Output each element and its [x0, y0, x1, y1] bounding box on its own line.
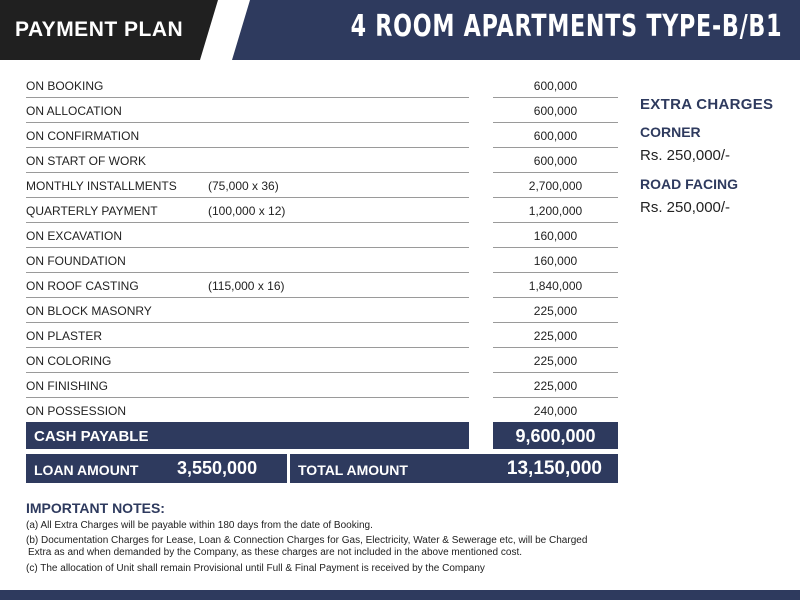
amount-divider — [493, 172, 618, 173]
corner-label: CORNER — [640, 124, 701, 140]
amount-divider — [493, 297, 618, 298]
row-divider — [26, 247, 469, 248]
footer-bar — [0, 590, 800, 600]
extra-charges-heading: EXTRA CHARGES — [640, 96, 774, 113]
row-label: ON CONFIRMATION — [26, 129, 140, 143]
loan-amount-label: LOAN AMOUNT — [34, 462, 139, 478]
amount-divider — [493, 272, 618, 273]
row-amount: 600,000 — [533, 129, 578, 143]
note-b-line2: Extra as and when demanded by the Company, as these charges are not included in the above mentioned cost. — [28, 547, 523, 558]
cash-payable-label: CASH PAYABLE — [34, 428, 149, 445]
row-detail: (100,000 x 12) — [208, 204, 286, 218]
row-amount: 225,000 — [533, 329, 578, 343]
row-divider — [26, 97, 469, 98]
row-divider — [26, 197, 469, 198]
road-facing-price: Rs. 250,000/- — [640, 199, 731, 216]
amount-divider — [493, 372, 618, 373]
row-label: ON EXCAVATION — [26, 229, 123, 243]
row-label: ON START OF WORK — [26, 154, 147, 168]
row-amount: 600,000 — [533, 154, 578, 168]
amount-divider — [493, 222, 618, 223]
loan-amount-bar — [26, 454, 287, 483]
amount-divider — [493, 122, 618, 123]
row-divider — [26, 147, 469, 148]
row-label: ON ALLOCATION — [26, 104, 122, 118]
apartment-type-title: 4 ROOM APARTMENTS TYPE-B/B1 — [350, 9, 782, 44]
row-divider — [26, 297, 469, 298]
row-divider — [26, 397, 469, 398]
row-label: ON POSSESSION — [26, 404, 127, 418]
loan-amount-value: 3,550,000 — [177, 458, 258, 478]
row-divider — [26, 172, 469, 173]
amount-divider — [493, 97, 618, 98]
row-label: ON ROOF CASTING — [26, 279, 139, 293]
row-label: QUARTERLY PAYMENT — [26, 204, 158, 218]
row-amount: 1,200,000 — [528, 204, 583, 218]
cash-payable-bar — [26, 422, 469, 449]
row-label: ON FOUNDATION — [26, 254, 126, 268]
amount-divider — [493, 147, 618, 148]
cash-payable-value-box — [493, 422, 618, 449]
row-divider — [26, 347, 469, 348]
important-notes-heading: IMPORTANT NOTES: — [26, 500, 165, 516]
row-amount: 225,000 — [533, 304, 578, 318]
row-detail: (75,000 x 36) — [208, 179, 279, 193]
amount-divider — [493, 197, 618, 198]
note-c: (c) The allocation of Unit shall remain Provisional until Full & Final Payment is received by the Company — [26, 563, 485, 574]
amount-divider — [493, 247, 618, 248]
amount-divider — [493, 322, 618, 323]
cash-payable-value: 9,600,000 — [515, 426, 596, 446]
corner-price: Rs. 250,000/- — [640, 147, 731, 164]
row-divider — [26, 322, 469, 323]
header-banner — [0, 0, 800, 60]
row-label: ON PLASTER — [26, 329, 103, 343]
note-b-line1: (b) Documentation Charges for Lease, Loan & Connection Charges for Gas, Electricity, Water & Sewerage etc, will be Charged — [26, 535, 588, 546]
road-facing-label: ROAD FACING — [640, 176, 738, 192]
total-amount-bar — [290, 454, 618, 483]
row-label: ON BLOCK MASONRY — [26, 304, 152, 318]
amount-divider — [493, 347, 618, 348]
row-amount: 160,000 — [533, 229, 578, 243]
extra-charges-panel — [640, 96, 774, 216]
payment-plan-title: PAYMENT PLAN — [15, 18, 184, 41]
row-divider — [26, 222, 469, 223]
row-amount: 240,000 — [533, 404, 578, 418]
row-label: MONTHLY INSTALLMENTS — [26, 179, 177, 193]
row-amount: 160,000 — [533, 254, 578, 268]
row-detail: (115,000 x 16) — [208, 279, 285, 293]
row-amount: 600,000 — [533, 79, 578, 93]
row-amount: 1,840,000 — [528, 279, 583, 293]
row-divider — [26, 272, 469, 273]
row-divider — [26, 372, 469, 373]
row-amount: 225,000 — [533, 379, 578, 393]
row-label: ON FINISHING — [26, 379, 109, 393]
row-amount: 600,000 — [533, 104, 578, 118]
row-label: ON BOOKING — [26, 79, 104, 93]
row-amount: 2,700,000 — [528, 179, 583, 193]
row-divider — [26, 122, 469, 123]
row-amount: 225,000 — [533, 354, 578, 368]
note-a: (a) All Extra Charges will be payable within 180 days from the date of Booking. — [26, 520, 373, 531]
row-label: ON COLORING — [26, 354, 112, 368]
total-amount-label: TOTAL AMOUNT — [298, 462, 408, 478]
total-amount-value: 13,150,000 — [506, 458, 602, 479]
amount-divider — [493, 397, 618, 398]
